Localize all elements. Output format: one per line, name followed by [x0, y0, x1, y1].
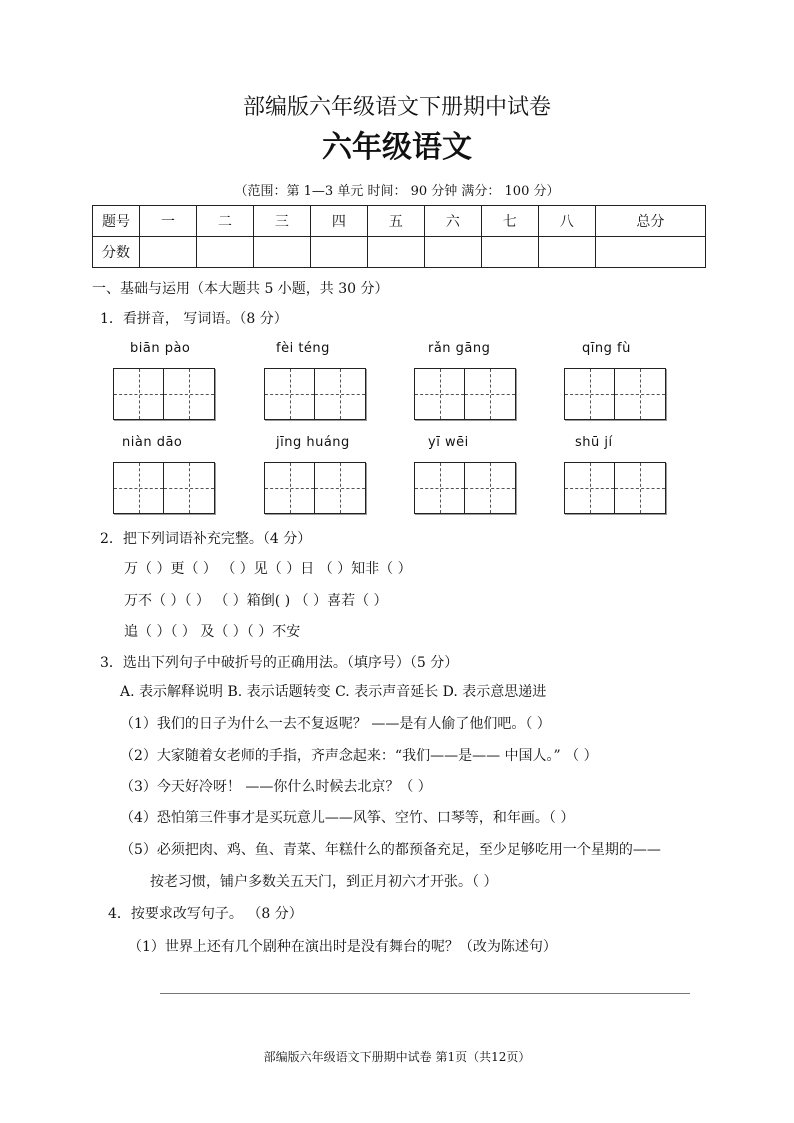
pinyin-label: niàn dāo — [122, 435, 183, 450]
grid-cell[interactable] — [465, 369, 515, 419]
score-table-cell: 三 — [253, 206, 310, 237]
writing-grid[interactable] — [414, 462, 516, 514]
pinyin-label: jīng huáng — [276, 435, 350, 450]
question-3-options: A. 表示解释说明 B. 表示话题转变 C. 表示声音延长 D. 表示意思递进 — [120, 684, 547, 700]
score-input-cell[interactable] — [367, 237, 424, 268]
grid-cell[interactable] — [615, 369, 665, 419]
grid-cell[interactable] — [415, 369, 465, 419]
answer-line[interactable] — [160, 993, 690, 994]
question-3-item[interactable]: （2）大家随着女老师的手指，齐声念起来：“我们——是—— 中国人。” （ ） — [120, 748, 598, 764]
score-table-cell: 五 — [367, 206, 424, 237]
grid-cell[interactable] — [164, 369, 214, 419]
grid-cell[interactable] — [615, 463, 665, 513]
grid-cell[interactable] — [565, 369, 615, 419]
section-heading: 一、基础与运用（本大题共 5 小题，共 30 分） — [92, 281, 389, 297]
score-input-cell[interactable] — [538, 237, 595, 268]
score-input-cell[interactable] — [424, 237, 481, 268]
exam-scope: （范围：第 1—3 单元 时间： 90 分钟 满分： 100 分） — [234, 184, 560, 199]
grid-cell[interactable] — [265, 463, 315, 513]
score-table-cell: 七 — [481, 206, 538, 237]
writing-grid[interactable] — [113, 368, 215, 420]
score-input-cell[interactable] — [253, 237, 310, 268]
question-4-title: 4．按要求改写句子。 （8 分） — [108, 906, 303, 922]
question-1-title: 1．看拼音， 写词语。（8 分） — [100, 311, 288, 327]
pinyin-label: fèi téng — [276, 341, 330, 356]
pinyin-label: shū jí — [575, 435, 613, 450]
writing-grid[interactable] — [414, 368, 516, 420]
question-3-item[interactable]: （3）今天好冷呀！ ——你什么时候去北京？（ ） — [120, 779, 432, 795]
fill-blank-line[interactable]: 追（ ）（ ） 及（ ）（ ）不安 — [124, 624, 301, 640]
grid-cell[interactable] — [315, 369, 365, 419]
score-row-label: 分数 — [93, 237, 140, 268]
score-input-cell[interactable] — [196, 237, 253, 268]
score-table-cell: 一 — [140, 206, 197, 237]
exam-subtitle: 六年级语文 — [322, 130, 472, 165]
question-3-title: 3．选出下列句子中破折号的正确用法。（填序号）（5 分） — [100, 655, 459, 671]
question-3-item-continued[interactable]: 按老习惯，铺户多数关五天门，到正月初六才开张。（ ） — [150, 874, 498, 890]
score-table-score-row — [93, 237, 706, 268]
score-table-cell: 二 — [196, 206, 253, 237]
pinyin-label: biān pào — [130, 341, 191, 356]
score-table-cell: 四 — [310, 206, 367, 237]
pinyin-label: yī wēi — [428, 435, 469, 450]
question-3-item[interactable]: （4）恐怕第三件事才是买玩意儿——风筝、空竹、口琴等，和年画。（ ） — [120, 810, 575, 826]
grid-cell[interactable] — [565, 463, 615, 513]
score-input-cell[interactable] — [310, 237, 367, 268]
score-table-cell: 六 — [424, 206, 481, 237]
writing-grid[interactable] — [564, 462, 666, 514]
score-table-cell: 总分 — [595, 206, 705, 237]
fill-blank-line[interactable]: 万不（ ）（ ） （ ）箱倒( ) （ ）喜若（ ） — [124, 593, 388, 609]
score-input-cell[interactable] — [595, 237, 705, 268]
score-table — [92, 205, 706, 268]
writing-grid[interactable] — [264, 462, 366, 514]
pinyin-label: rǎn gāng — [428, 341, 491, 356]
writing-grid[interactable] — [264, 368, 366, 420]
score-input-cell[interactable] — [140, 237, 197, 268]
question-3-item[interactable]: （1）我们的日子为什么一去不复返呢？ ——是有人偷了他们吧。（ ） — [120, 716, 551, 732]
score-input-cell[interactable] — [481, 237, 538, 268]
page-footer: 部编版六年级语文下册期中试卷 第1页（共12页） — [263, 1050, 531, 1064]
score-table-header-row — [93, 206, 706, 237]
question-4-item: （1）世界上还有几个剧种在演出时是没有舞台的呢？（改为陈述句） — [128, 939, 557, 955]
fill-blank-line[interactable]: 万（ ）更（ ） （ ）见（ ）日 （ ）知非（ ） — [124, 561, 412, 577]
pinyin-label: qīng fù — [582, 341, 631, 356]
grid-cell[interactable] — [415, 463, 465, 513]
writing-grid[interactable] — [113, 462, 215, 514]
grid-cell[interactable] — [265, 369, 315, 419]
question-2-title: 2．把下列词语补充完整。（4 分） — [100, 531, 312, 547]
question-3-item[interactable]: （5）必须把肉、鸡、鱼、青菜、年糕什么的都预备充足，至少足够吃用一个星期的—— — [120, 842, 661, 858]
exam-title: 部编版六年级语文下册期中试卷 — [242, 95, 551, 120]
grid-cell[interactable] — [114, 463, 164, 513]
score-table-cell: 题号 — [93, 206, 140, 237]
score-table-cell: 八 — [538, 206, 595, 237]
grid-cell[interactable] — [164, 463, 214, 513]
writing-grid[interactable] — [564, 368, 666, 420]
grid-cell[interactable] — [465, 463, 515, 513]
grid-cell[interactable] — [114, 369, 164, 419]
grid-cell[interactable] — [315, 463, 365, 513]
